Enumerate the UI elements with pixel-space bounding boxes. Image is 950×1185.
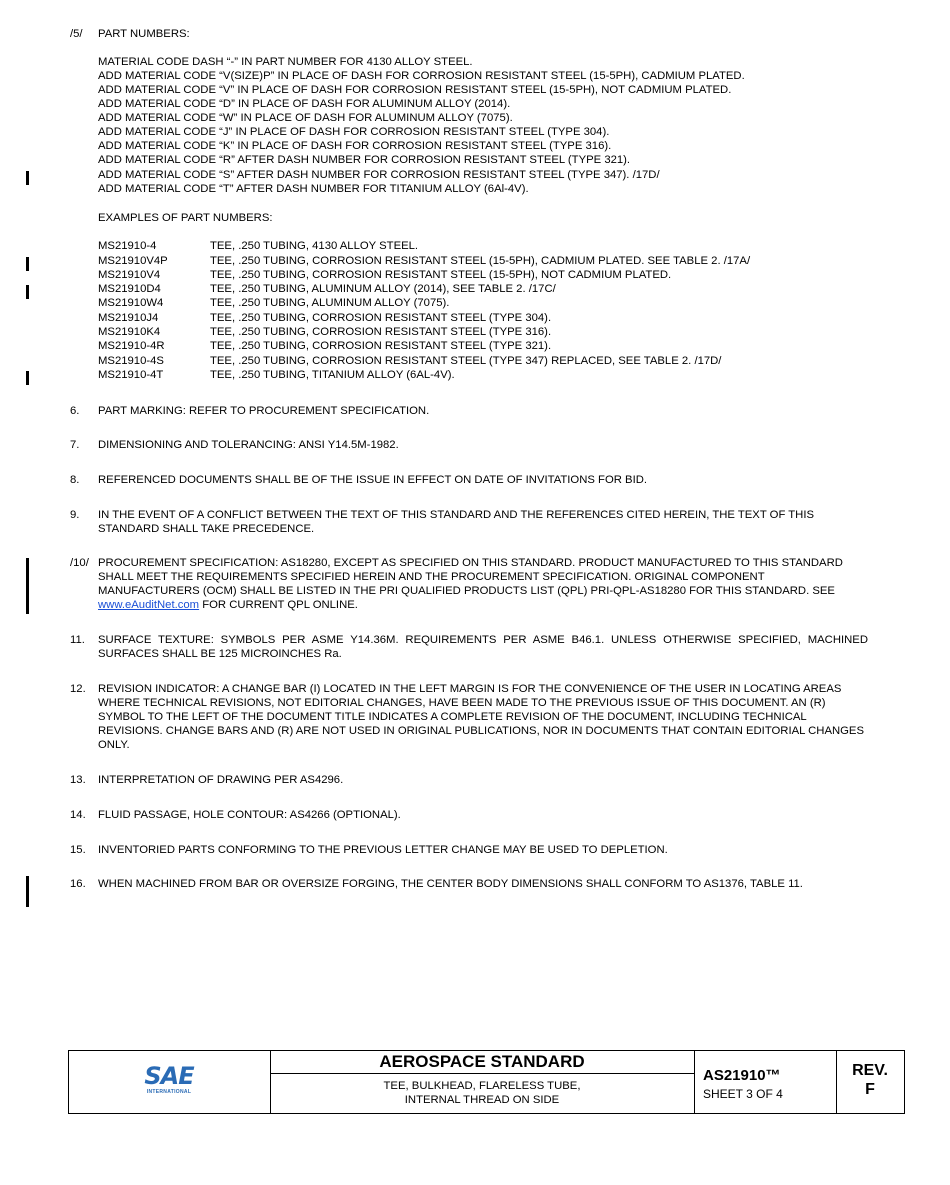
example-description: TEE, .250 TUBING, CORROSION RESISTANT STEEL (15-5PH), NOT CADMIUM PLATED. — [210, 269, 672, 281]
material-code-line: ADD MATERIAL CODE “J” IN PLACE OF DASH FOR CORROSION RESISTANT STEEL (TYPE 304). — [98, 126, 610, 138]
example-description: TEE, .250 TUBING, CORROSION RESISTANT STEEL (15-5PH), CADMIUM PLATED. SEE TABLE 2. /17A/ — [210, 255, 751, 267]
note-number: 13. — [70, 774, 86, 786]
document-number: AS21910™ — [703, 1067, 781, 1084]
sae-logo-subtext: INTERNATIONAL — [146, 1089, 192, 1095]
note-number: 16. — [70, 878, 86, 890]
note-text: DIMENSIONING AND TOLERANCING: ANSI Y14.5M-1982. — [98, 439, 399, 451]
note-text-after: FOR CURRENT QPL ONLINE. — [202, 599, 358, 611]
material-code-line: ADD MATERIAL CODE “S” AFTER DASH NUMBER FOR CORROSION RESISTANT STEEL (TYPE 347). /17D/ — [98, 169, 660, 181]
eauditnet-link[interactable]: www.eAuditNet.com — [98, 599, 200, 611]
example-description: TEE, .250 TUBING, TITANIUM ALLOY (6AL-4V). — [210, 369, 455, 381]
note-number: 14. — [70, 809, 86, 821]
example-part-number: MS21910-4 — [98, 240, 157, 252]
note-text: SURFACE TEXTURE: SYMBOLS PER ASME Y14.36M. REQUIREMENTS PER ASME B46.1. UNLESS OTHERWISE SPECIFIED, MACHINED SURFACES SHALL BE 125 MICROINCHES Ra. — [98, 634, 868, 660]
example-description: TEE, .250 TUBING, 4130 ALLOY STEEL. — [210, 240, 419, 252]
example-description: TEE, .250 TUBING, ALUMINUM ALLOY (2014), SEE TABLE 2. /17C/ — [210, 283, 556, 295]
change-bar — [26, 171, 29, 185]
note-number: 12. — [70, 683, 86, 695]
change-bar — [26, 371, 29, 385]
note-text: PART MARKING: REFER TO PROCUREMENT SPECIFICATION. — [98, 405, 430, 417]
note-text: FLUID PASSAGE, HOLE CONTOUR: AS4266 (OPTIONAL). — [98, 809, 401, 821]
note-text-main: PROCUREMENT SPECIFICATION: AS18280, EXCEPT AS SPECIFIED ON THIS STANDARD. PRODUCT MANUFACTURED TO THIS STANDARD SHALL MEET THE REQUIREMENTS SPECIFIED HEREIN AND THE PROCUREMENT SPECIFICATION. ORIGINAL COMPONENT MANUFACTURERS (OCM) SHALL BE LISTED IN THE PRI QUALIFIED PRODUCTS LIST (QPL) PRI-QPL-AS18280 FOR THIS STANDARD. SEE — [98, 557, 843, 597]
example-description: TEE, .250 TUBING, CORROSION RESISTANT STEEL (TYPE 347) REPLACED, SEE TABLE 2. /17D/ — [210, 355, 722, 367]
sae-logo — [137, 1064, 201, 1095]
example-part-number: MS21910J4 — [98, 312, 159, 324]
examples-title: EXAMPLES OF PART NUMBERS: — [98, 212, 273, 224]
material-code-line: ADD MATERIAL CODE “V(SIZE)P” IN PLACE OF DASH FOR CORROSION RESISTANT STEEL (15-5PH), CADMIUM PLATED. — [98, 70, 745, 82]
example-part-number: MS21910V4P — [98, 255, 168, 267]
title-block — [68, 1050, 905, 1114]
sheet-number: SHEET 3 OF 4 — [703, 1087, 783, 1101]
material-code-line: ADD MATERIAL CODE “W” IN PLACE OF DASH FOR ALUMINUM ALLOY (7075). — [98, 112, 513, 124]
material-code-line: ADD MATERIAL CODE “R” AFTER DASH NUMBER FOR CORROSION RESISTANT STEEL (TYPE 321). — [98, 154, 631, 166]
revision — [836, 1061, 904, 1099]
example-description: TEE, .250 TUBING, CORROSION RESISTANT STEEL (TYPE 304). — [210, 312, 552, 324]
change-bar — [26, 876, 29, 907]
material-code-line: ADD MATERIAL CODE “V” IN PLACE OF DASH FOR CORROSION RESISTANT STEEL (15-5PH), NOT CADMIUM PLATED. — [98, 84, 732, 96]
example-part-number: MS21910-4T — [98, 369, 164, 381]
note-text: REFERENCED DOCUMENTS SHALL BE OF THE ISSUE IN EFFECT ON DATE OF INVITATIONS FOR BID. — [98, 474, 648, 486]
example-description: TEE, .250 TUBING, CORROSION RESISTANT STEEL (TYPE 321). — [210, 340, 552, 352]
document-subtitle — [270, 1079, 694, 1107]
example-part-number: MS21910V4 — [98, 269, 161, 281]
example-description: TEE, .250 TUBING, ALUMINUM ALLOY (7075). — [210, 297, 450, 309]
revision-label: REV. — [852, 1062, 888, 1079]
material-code-line: MATERIAL CODE DASH “-” IN PART NUMBER FOR 4130 ALLOY STEEL. — [98, 56, 473, 68]
material-code-line: ADD MATERIAL CODE “T” AFTER DASH NUMBER FOR TITANIUM ALLOY (6Al-4V). — [98, 183, 529, 195]
example-part-number: MS21910-4S — [98, 355, 164, 367]
change-bar — [26, 257, 29, 271]
note-text: INVENTORIED PARTS CONFORMING TO THE PREVIOUS LETTER CHANGE MAY BE USED TO DEPLETION. — [98, 844, 668, 856]
note-text: WHEN MACHINED FROM BAR OR OVERSIZE FORGING, THE CENTER BODY DIMENSIONS SHALL CONFORM TO AS1376, TABLE 11. — [98, 878, 803, 890]
sae-logo-mark: SAE — [144, 1062, 194, 1090]
example-part-number: MS21910W4 — [98, 297, 164, 309]
example-part-number: MS21910K4 — [98, 326, 161, 338]
note-number: /5/ — [70, 28, 83, 40]
example-part-number: MS21910D4 — [98, 283, 161, 295]
note-number: 9. — [70, 509, 80, 521]
example-part-number: MS21910-4R — [98, 340, 165, 352]
revision-value: F — [865, 1081, 875, 1098]
note-number: /10/ — [70, 557, 89, 569]
subtitle-line: TEE, BULKHEAD, FLARELESS TUBE, — [383, 1080, 581, 1092]
change-bar — [26, 285, 29, 299]
document-type-title: AEROSPACE STANDARD — [379, 1052, 585, 1071]
subtitle-line: INTERNAL THREAD ON SIDE — [404, 1094, 560, 1106]
change-bar — [26, 558, 29, 614]
note-number: 7. — [70, 439, 80, 451]
note-number: 8. — [70, 474, 80, 486]
note-title: PART NUMBERS: — [98, 28, 190, 40]
note-number: 6. — [70, 405, 80, 417]
example-description: TEE, .250 TUBING, CORROSION RESISTANT STEEL (TYPE 316). — [210, 326, 552, 338]
material-code-line: ADD MATERIAL CODE “D” IN PLACE OF DASH FOR ALUMINUM ALLOY (2014). — [98, 98, 511, 110]
note-text: IN THE EVENT OF A CONFLICT BETWEEN THE TEXT OF THIS STANDARD AND THE REFERENCES CITED HEREIN, THE TEXT OF THIS STANDARD SHALL TAKE PRECEDENCE. — [98, 509, 815, 535]
note-number: 11. — [70, 634, 85, 646]
material-code-line: ADD MATERIAL CODE “K” IN PLACE OF DASH FOR CORROSION RESISTANT STEEL (TYPE 316). — [98, 140, 612, 152]
note-number: 15. — [70, 844, 86, 856]
note-text: REVISION INDICATOR: A CHANGE BAR (I) LOCATED IN THE LEFT MARGIN IS FOR THE CONVENIENCE OF THE USER IN LOCATING AREAS WHERE TECHNICAL REVISIONS, NOT EDITORIAL CHANGES, HAVE BEEN MADE TO THE PREVIOUS ISSUE OF THIS DOCUMENT. AN (R) SYMBOL TO THE LEFT OF THE DOCUMENT TITLE INDICATES A COMPLETE REVISION OF THE DOCUMENT, INCLUDING TECHNICAL REVISIONS. CHANGE BARS AND (R) ARE NOT USED IN ORIGINAL PUBLICATIONS, NOR IN DOCUMENTS THAT CONTAIN EDITORIAL CHANGES ONLY. — [98, 683, 865, 751]
note-text: INTERPRETATION OF DRAWING PER AS4296. — [98, 774, 344, 786]
note-text — [98, 556, 868, 612]
